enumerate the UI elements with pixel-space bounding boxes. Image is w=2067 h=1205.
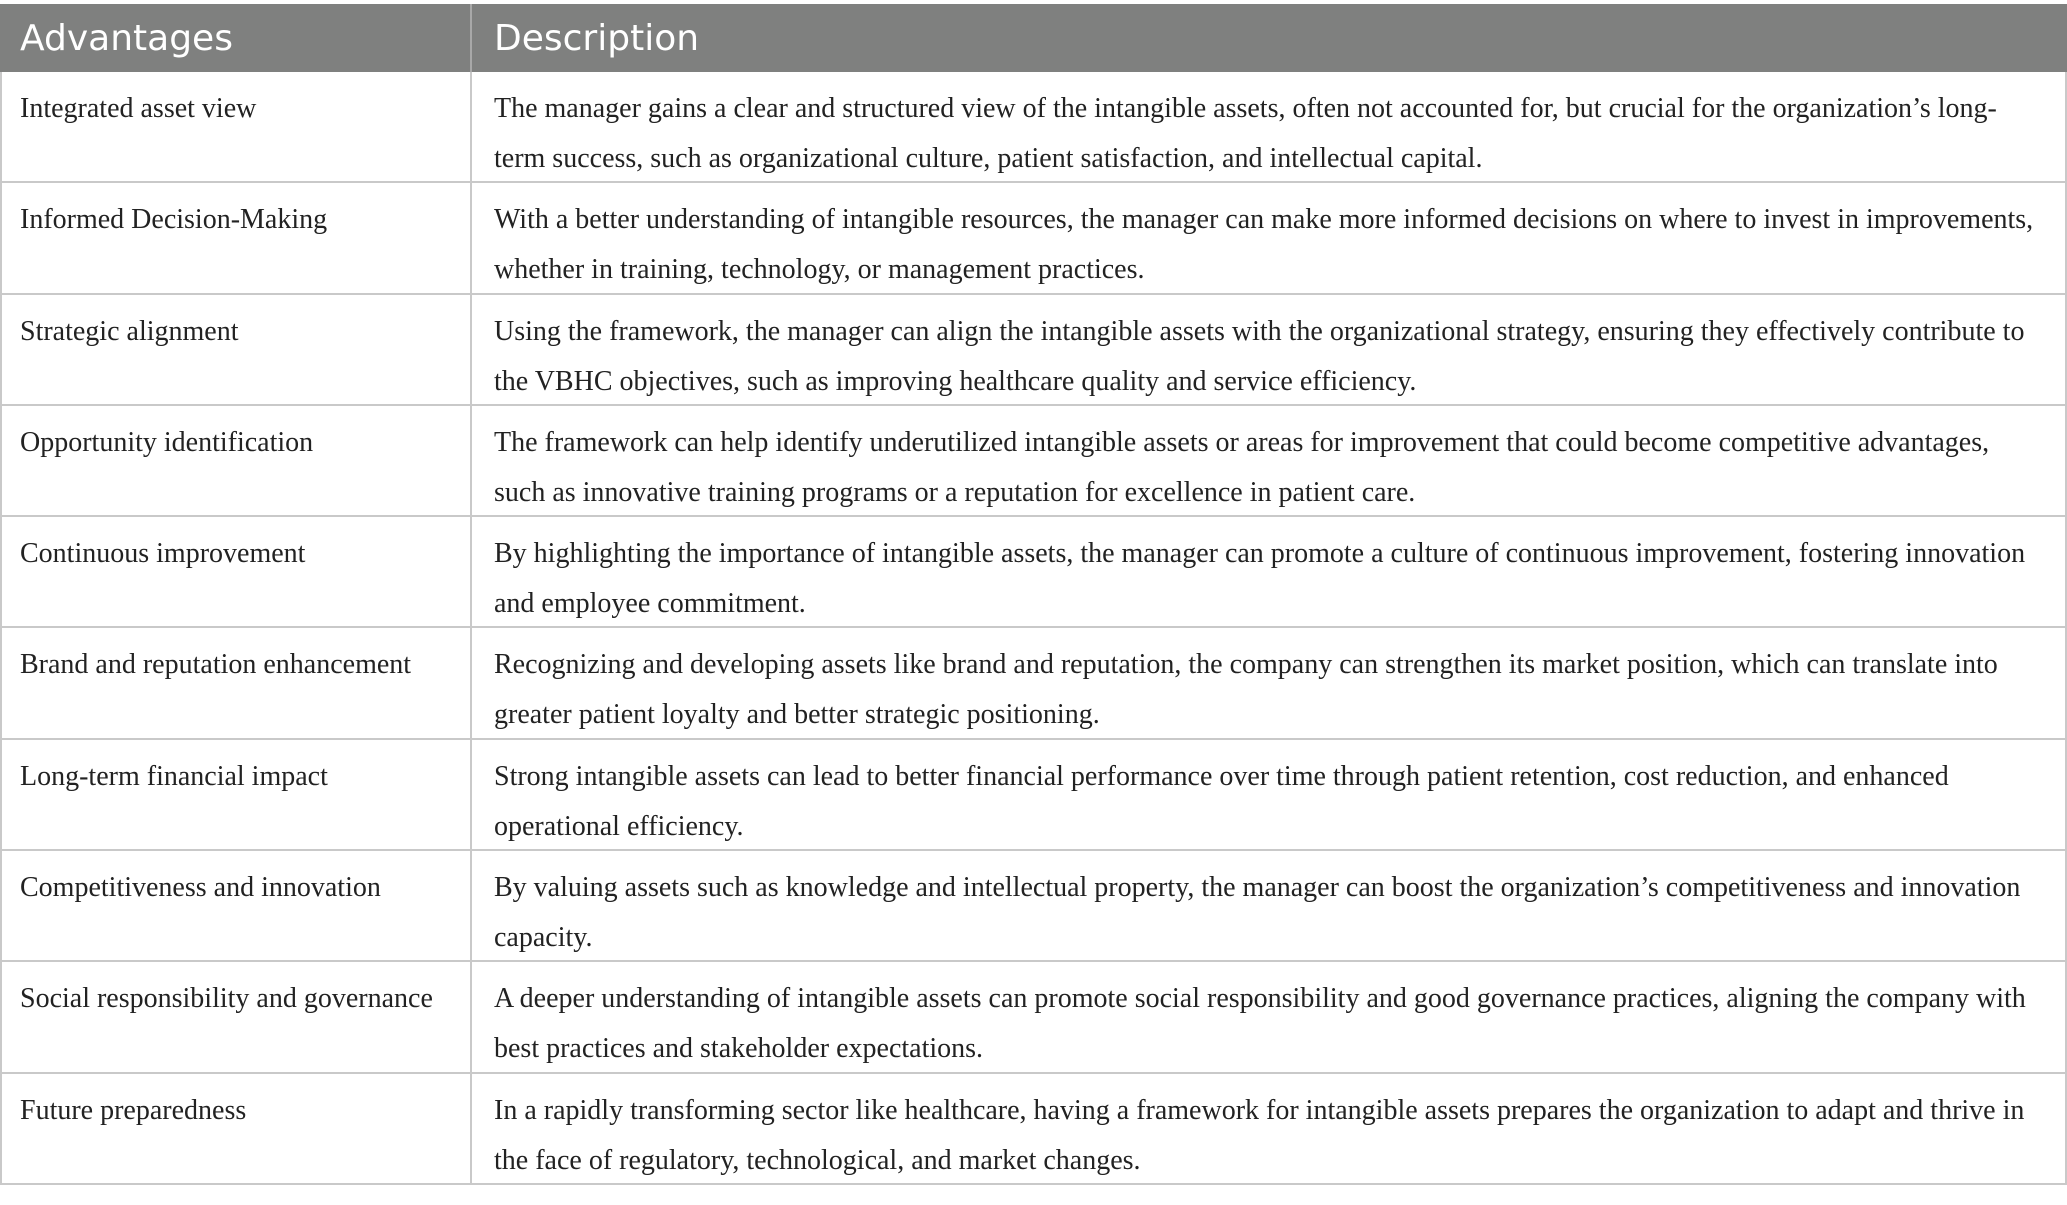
advantage-cell: Continuous improvement bbox=[2, 517, 472, 626]
advantage-cell: Future preparedness bbox=[2, 1074, 472, 1183]
table-row bbox=[2, 295, 2065, 406]
description-cell: By valuing assets such as knowledge and intellectual property, the manager can boost the organization’s competitiveness and innovation capacity. bbox=[494, 872, 2021, 954]
description-cell: The framework can help identify underutilized intangible assets or areas for improvement that could become competitive advantages, such as innovative training programs or a reputation for excellence in patient care. bbox=[494, 426, 1990, 508]
table-body bbox=[0, 72, 2067, 1185]
advantage-cell: Social responsibility and governance bbox=[2, 962, 472, 1071]
table-row bbox=[2, 183, 2065, 294]
description-cell: With a better understanding of intangible resources, the manager can make more informed decisions on where to invest in improvements, whether in training, technology, or management practices. bbox=[494, 204, 2034, 286]
advantage-cell: Competitiveness and innovation bbox=[2, 851, 472, 960]
advantage-cell: Informed Decision-Making bbox=[2, 183, 472, 292]
advantage-cell: Integrated asset view bbox=[2, 72, 472, 181]
description-cell: The manager gains a clear and structured view of the intangible assets, often not accounted for, but crucial for the organization’s long-term success, such as organizational culture, patient satisfaction, and intellectual capital. bbox=[494, 93, 1997, 174]
description-cell: A deeper understanding of intangible assets can promote social responsibility and good governance practices, aligning the company with best practices and stakeholder expectations. bbox=[494, 983, 2026, 1065]
description-cell: Strong intangible assets can lead to better financial performance over time through patient retention, cost reduction, and enhanced operational efficiency. bbox=[494, 760, 1949, 842]
header-description: Description bbox=[494, 17, 700, 59]
description-cell: By highlighting the importance of intangible assets, the manager can promote a culture of continuous improvement, fostering innovation and employee commitment. bbox=[494, 538, 2026, 620]
advantage-cell: Long-term financial impact bbox=[2, 740, 472, 849]
description-cell: Using the framework, the manager can align the intangible assets with the organizational strategy, ensuring they effectively contribute to the VBHC objectives, such as improving healthcare quality and service efficiency. bbox=[494, 315, 2025, 397]
table-header bbox=[0, 4, 2067, 72]
description-cell: Recognizing and developing assets like brand and reputation, the company can strengthen its market position, which can translate into greater patient loyalty and better strategic positioning. bbox=[494, 649, 1998, 731]
table-row bbox=[2, 628, 2065, 739]
header-advantages: Advantages bbox=[0, 4, 472, 72]
advantage-cell: Brand and reputation enhancement bbox=[2, 628, 472, 737]
table-row bbox=[2, 962, 2065, 1073]
table-row bbox=[2, 1074, 2065, 1185]
table-row bbox=[2, 740, 2065, 851]
table-row bbox=[2, 72, 2065, 183]
table-row bbox=[2, 517, 2065, 628]
description-cell: In a rapidly transforming sector like healthcare, having a framework for intangible assets prepares the organization to adapt and thrive in the face of regulatory, technological, and market changes. bbox=[494, 1094, 2025, 1176]
advantage-cell: Opportunity identification bbox=[2, 406, 472, 515]
advantage-cell: Strategic alignment bbox=[2, 295, 472, 404]
table-row bbox=[2, 851, 2065, 962]
advantages-table bbox=[0, 4, 2067, 1185]
table-row bbox=[2, 406, 2065, 517]
